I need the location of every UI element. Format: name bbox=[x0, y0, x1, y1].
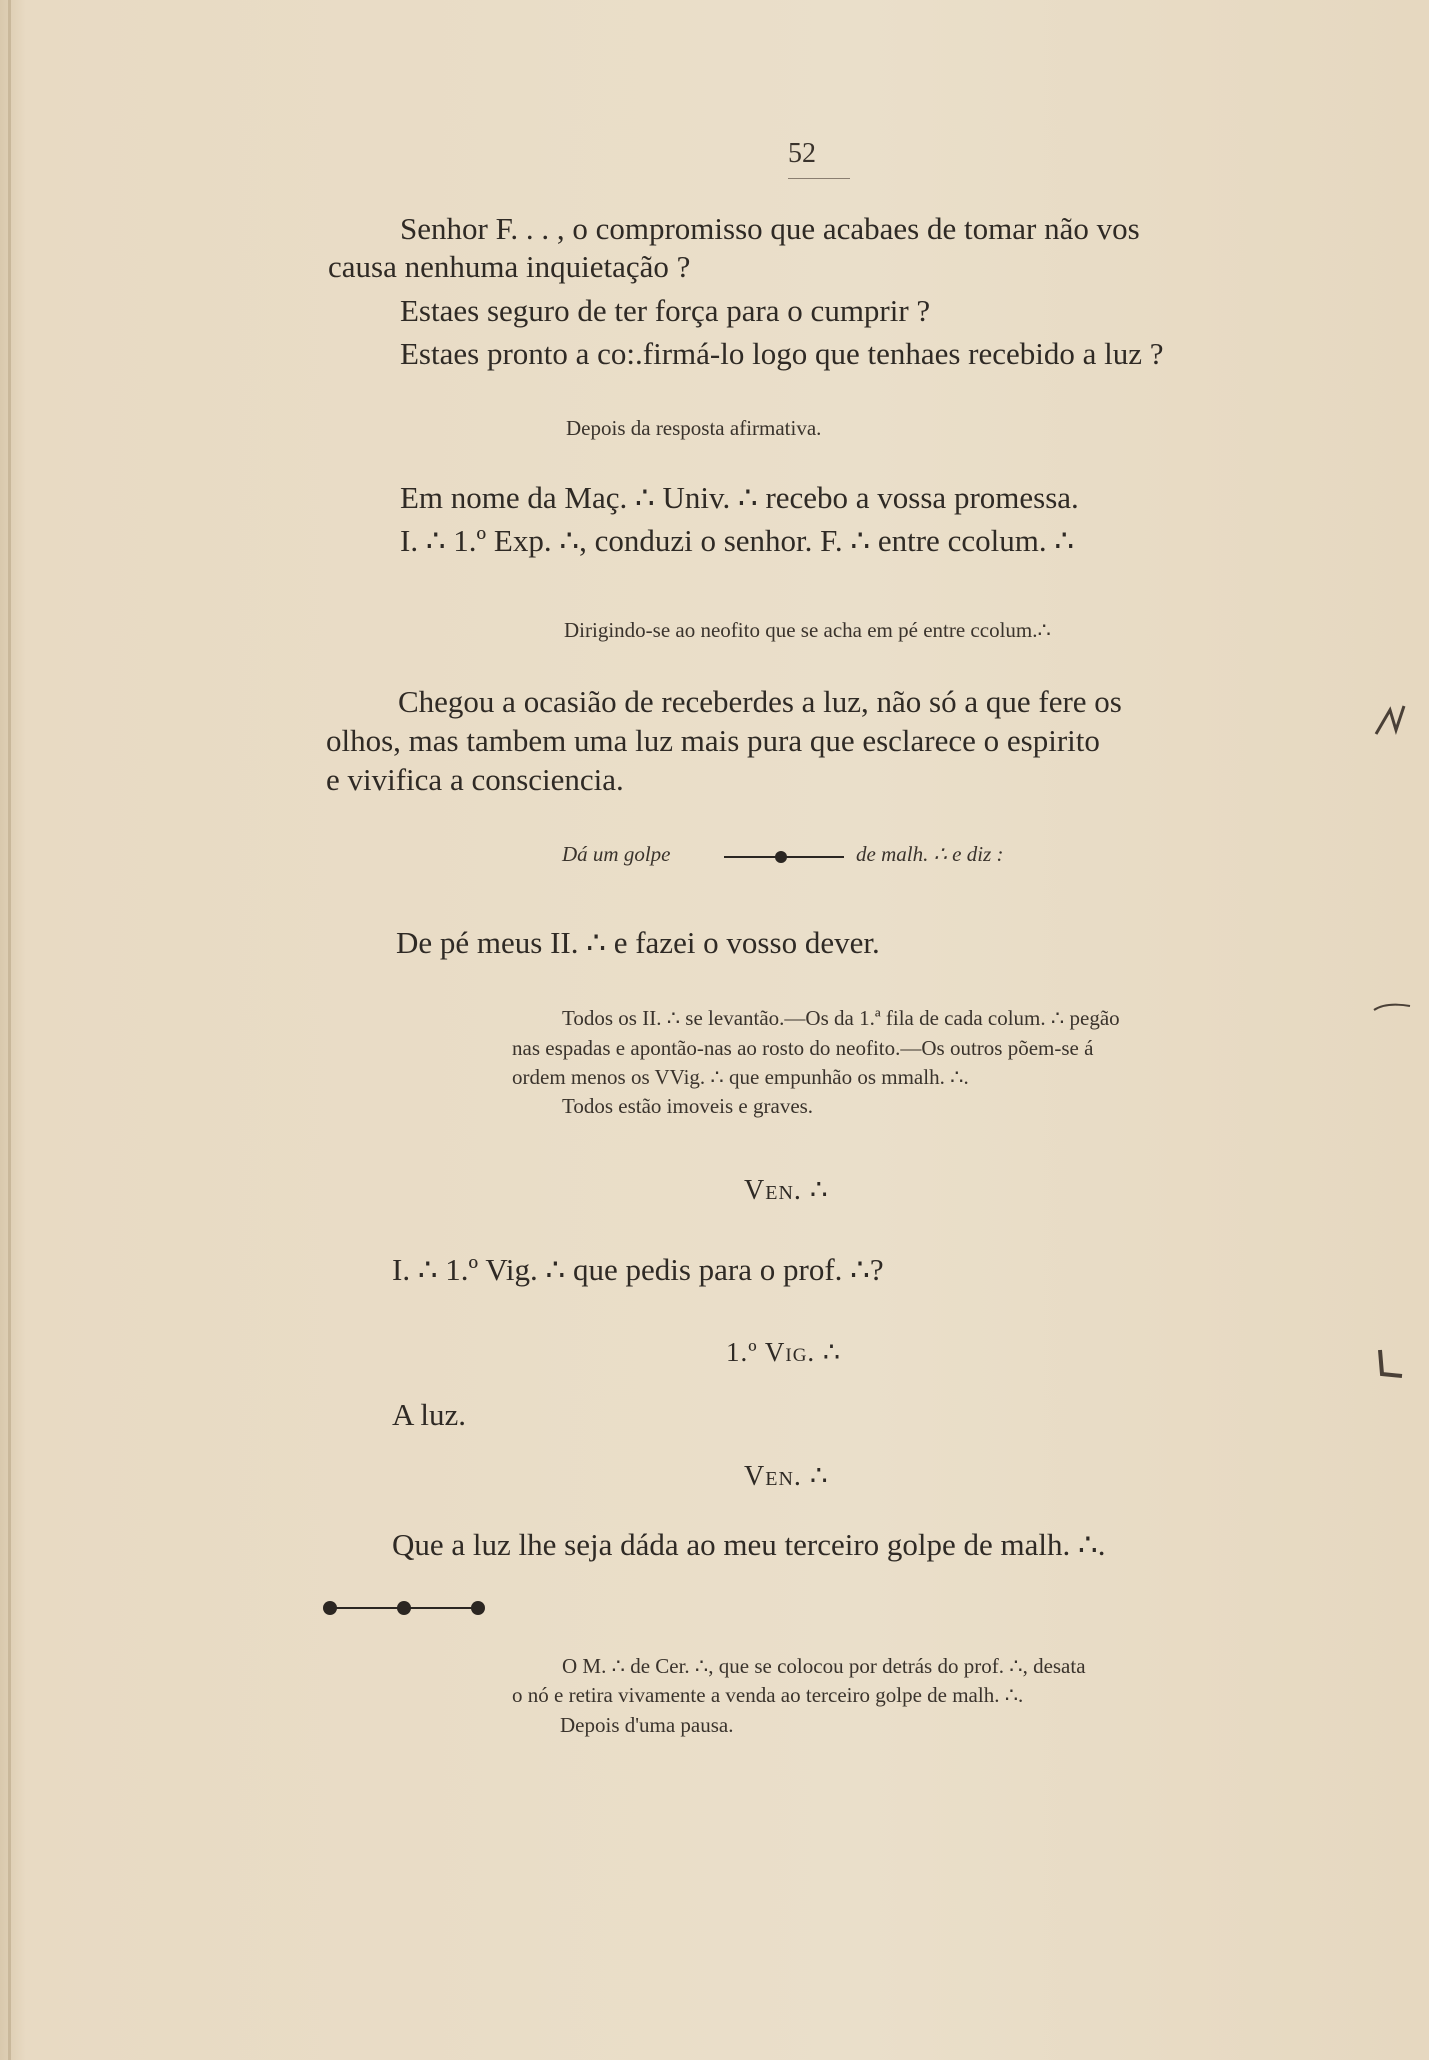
paragraph: Estaes pronto a co:.firmá-lo logo que tenhaes recebido a luz ? bbox=[400, 336, 1164, 371]
stage-direction-line: ordem menos os VVig. ∴ que empunhão os mmalh. ∴. bbox=[512, 1065, 969, 1089]
page-number: 52 bbox=[788, 138, 850, 179]
paragraph: De pé meus II. ∴ e fazei o vosso dever. bbox=[396, 925, 880, 960]
stage-direction-line: nas espadas e apontão-nas ao rosto do neofito.—Os outros põem-se á bbox=[512, 1036, 1094, 1060]
speaker-name: 1.º Vig. ∴ bbox=[726, 1337, 842, 1367]
speaker-name: Ven. ∴ bbox=[744, 1175, 829, 1206]
stage-direction-line: Todos estão imoveis e graves. bbox=[562, 1094, 814, 1118]
paragraph: Estaes seguro de ter força para o cumprir ? bbox=[400, 293, 931, 328]
bleed-through-mark bbox=[1370, 700, 1410, 740]
paragraph: Que a luz lhe seja dáda ao meu terceiro golpe de malh. ∴. bbox=[392, 1527, 1106, 1562]
paragraph-line: e vivifica a consciencia. bbox=[326, 762, 624, 797]
page-binding-edge bbox=[8, 0, 11, 2060]
paragraph: I. ∴ 1.º Vig. ∴ que pedis para o prof. ∴? bbox=[392, 1252, 884, 1287]
bleed-through-mark bbox=[1372, 1346, 1406, 1380]
paragraph: A luz. bbox=[392, 1397, 467, 1432]
paragraph-line: Senhor F. . . , o compromisso que acabaes de tomar não vos bbox=[400, 211, 1140, 246]
stage-direction-line: Depois d'uma pausa. bbox=[560, 1713, 734, 1737]
stage-direction-line: O M. ∴ de Cer. ∴, que se colocou por detrás do prof. ∴, desata bbox=[562, 1654, 1086, 1678]
paragraph-line: causa nenhuma inquietação ? bbox=[328, 249, 691, 284]
mallet-stroke-icon bbox=[724, 848, 844, 866]
stage-direction-line: Todos os II. ∴ se levantão.—Os da 1.ª fila de cada colum. ∴ pegão bbox=[562, 1006, 1120, 1030]
paragraph: Em nome da Maç. ∴ Univ. ∴ recebo a vossa promessa. bbox=[400, 480, 1079, 515]
stage-direction-line: o nó e retira vivamente a venda ao terceiro golpe de malh. ∴. bbox=[512, 1683, 1024, 1707]
bleed-through-mark bbox=[1372, 998, 1412, 1018]
paragraph-line: olhos, mas tambem uma luz mais pura que esclarece o espirito bbox=[326, 723, 1100, 758]
stage-direction: Dá um golpe bbox=[562, 842, 671, 866]
three-mallet-strokes-icon bbox=[322, 1596, 486, 1620]
paragraph-line: Chegou a ocasião de receberdes a luz, não só a que fere os bbox=[398, 684, 1122, 719]
stage-direction: Dirigindo-se ao neofito que se acha em pé entre ccolum.∴ bbox=[564, 618, 1051, 642]
paragraph: I. ∴ 1.º Exp. ∴, conduzi o senhor. F. ∴ entre ccolum. ∴ bbox=[400, 523, 1075, 558]
speaker-name: Ven. ∴ bbox=[744, 1461, 829, 1492]
stage-direction: de malh. ∴ e diz : bbox=[856, 842, 1004, 866]
stage-direction: Depois da resposta afirmativa. bbox=[566, 416, 822, 440]
